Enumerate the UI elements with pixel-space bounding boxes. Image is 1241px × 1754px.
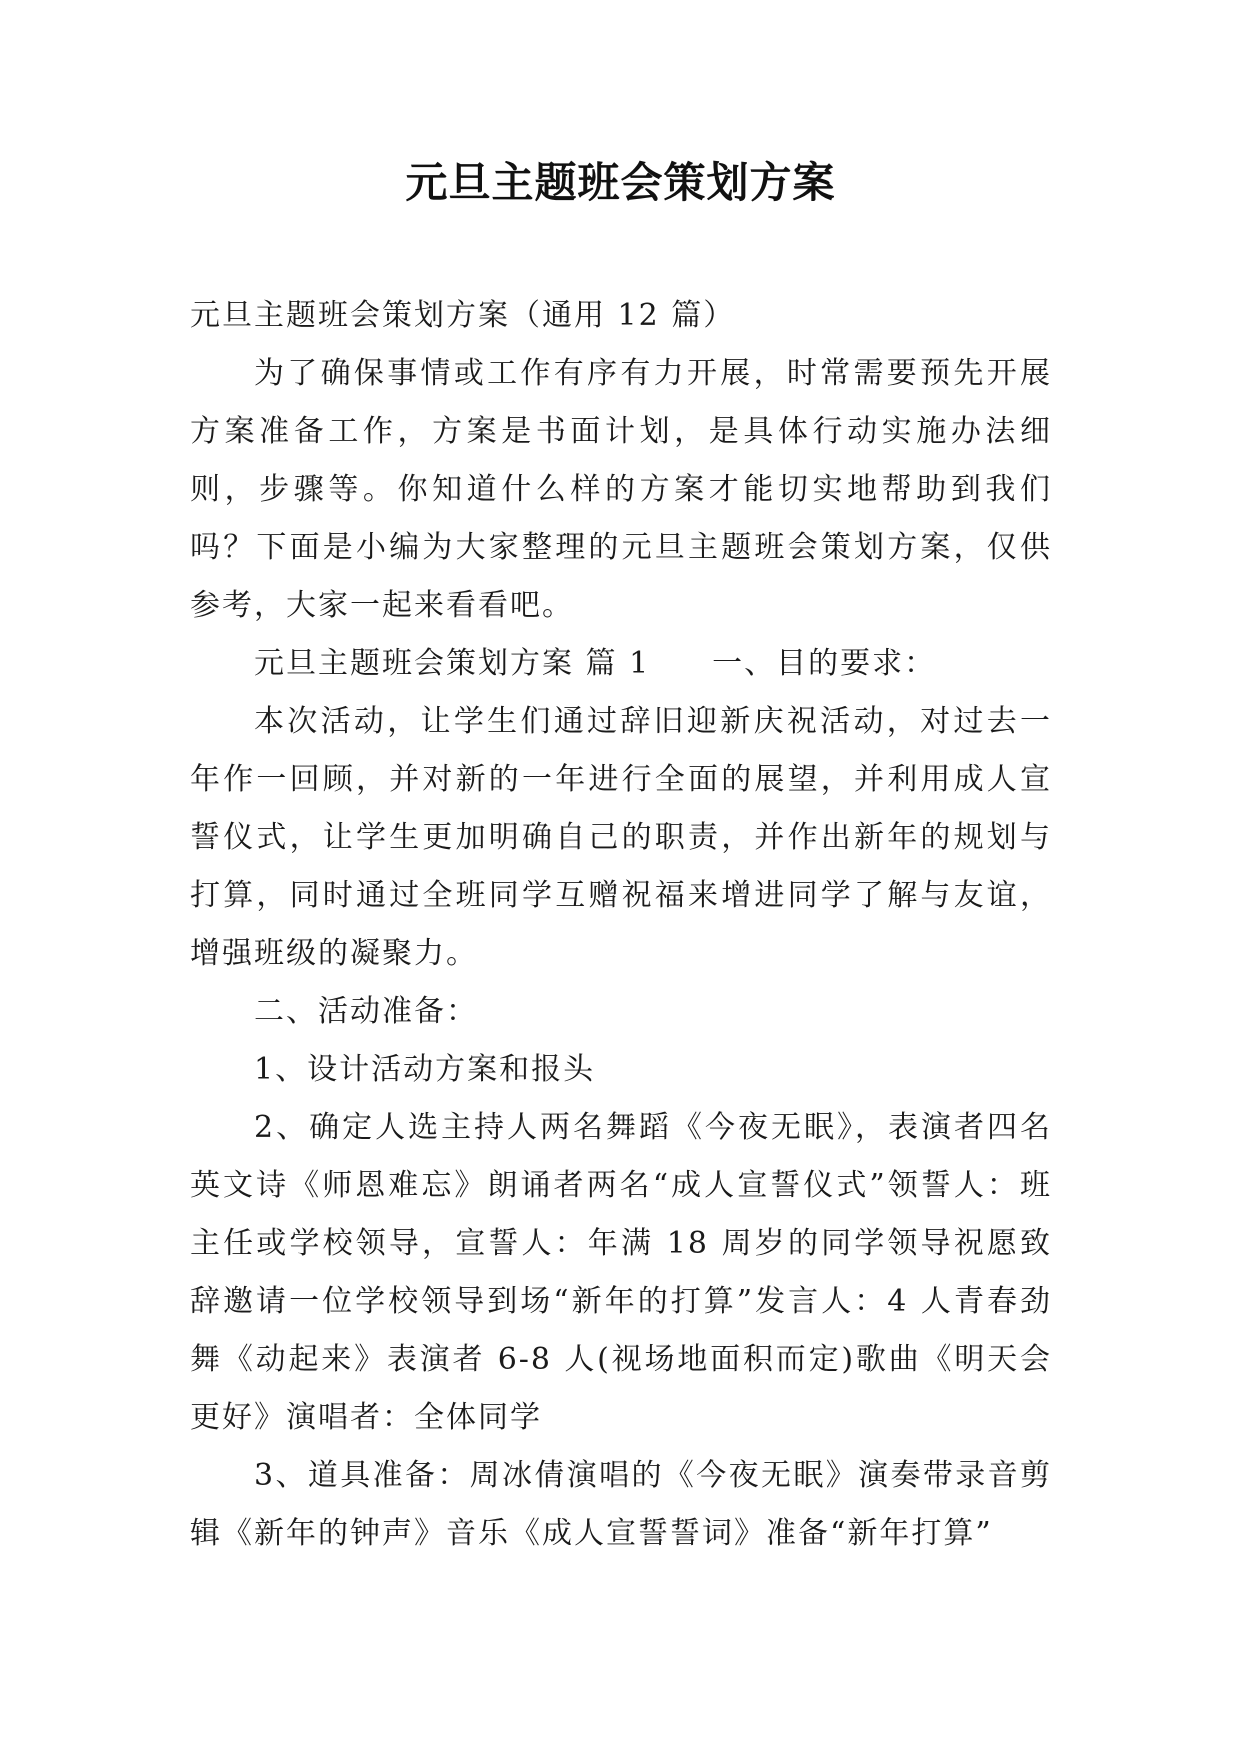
document-body — [190, 287, 1052, 1563]
prep-heading: 二、活动准备： — [254, 994, 478, 1029]
prep-item-2: 2、确定人选主持人两名舞蹈《今夜无眠》，表演者四名英文诗《师恩难忘》朗诵者两名“成人宣誓仪式”领誓人：班主任或学校领导，宣誓人：年满 18 周岁的同学领导祝愿致辞邀请一位学校领导到场“新年的打算”发言人：4 人青春劲舞《动起来》表演者 6-8 人(视场地面积而定)歌曲《明天会更好》演唱者：全体同学 — [190, 1110, 1052, 1435]
first-point-heading: 一、目的要求： — [712, 646, 937, 681]
subtitle: 元旦主题班会策划方案（通用 12 篇） — [190, 298, 736, 333]
prep-item-1: 1、设计活动方案和报头 — [254, 1052, 596, 1087]
section-heading: 元旦主题班会策划方案 篇 1 — [254, 646, 651, 681]
section-heading-line — [190, 635, 1052, 693]
prep-item-3: 3、道具准备：周冰倩演唱的《今夜无眠》演奏带录音剪辑《新年的钟声》音乐《成人宣誓誓词》准备“新年打算” — [190, 1458, 1052, 1551]
page-title: 元旦主题班会策划方案 — [405, 158, 836, 207]
intro-paragraph: 为了确保事情或工作有序有力开展，时常需要预先开展方案准备工作，方案是书面计划，是具体行动实施办法细则，步骤等。你知道什么样的方案才能切实地帮助到我们吗？下面是小编为大家整理的元旦主题班会策划方案，仅供参考，大家一起来看看吧。 — [190, 356, 1052, 623]
purpose-paragraph: 本次活动，让学生们通过辞旧迎新庆祝活动，对过去一年作一回顾，并对新的一年进行全面的展望，并利用成人宣誓仪式，让学生更加明确自己的职责，并作出新年的规划与打算，同时通过全班同学互赠祝福来增进同学了解与友谊，增强班级的凝聚力。 — [190, 704, 1052, 971]
